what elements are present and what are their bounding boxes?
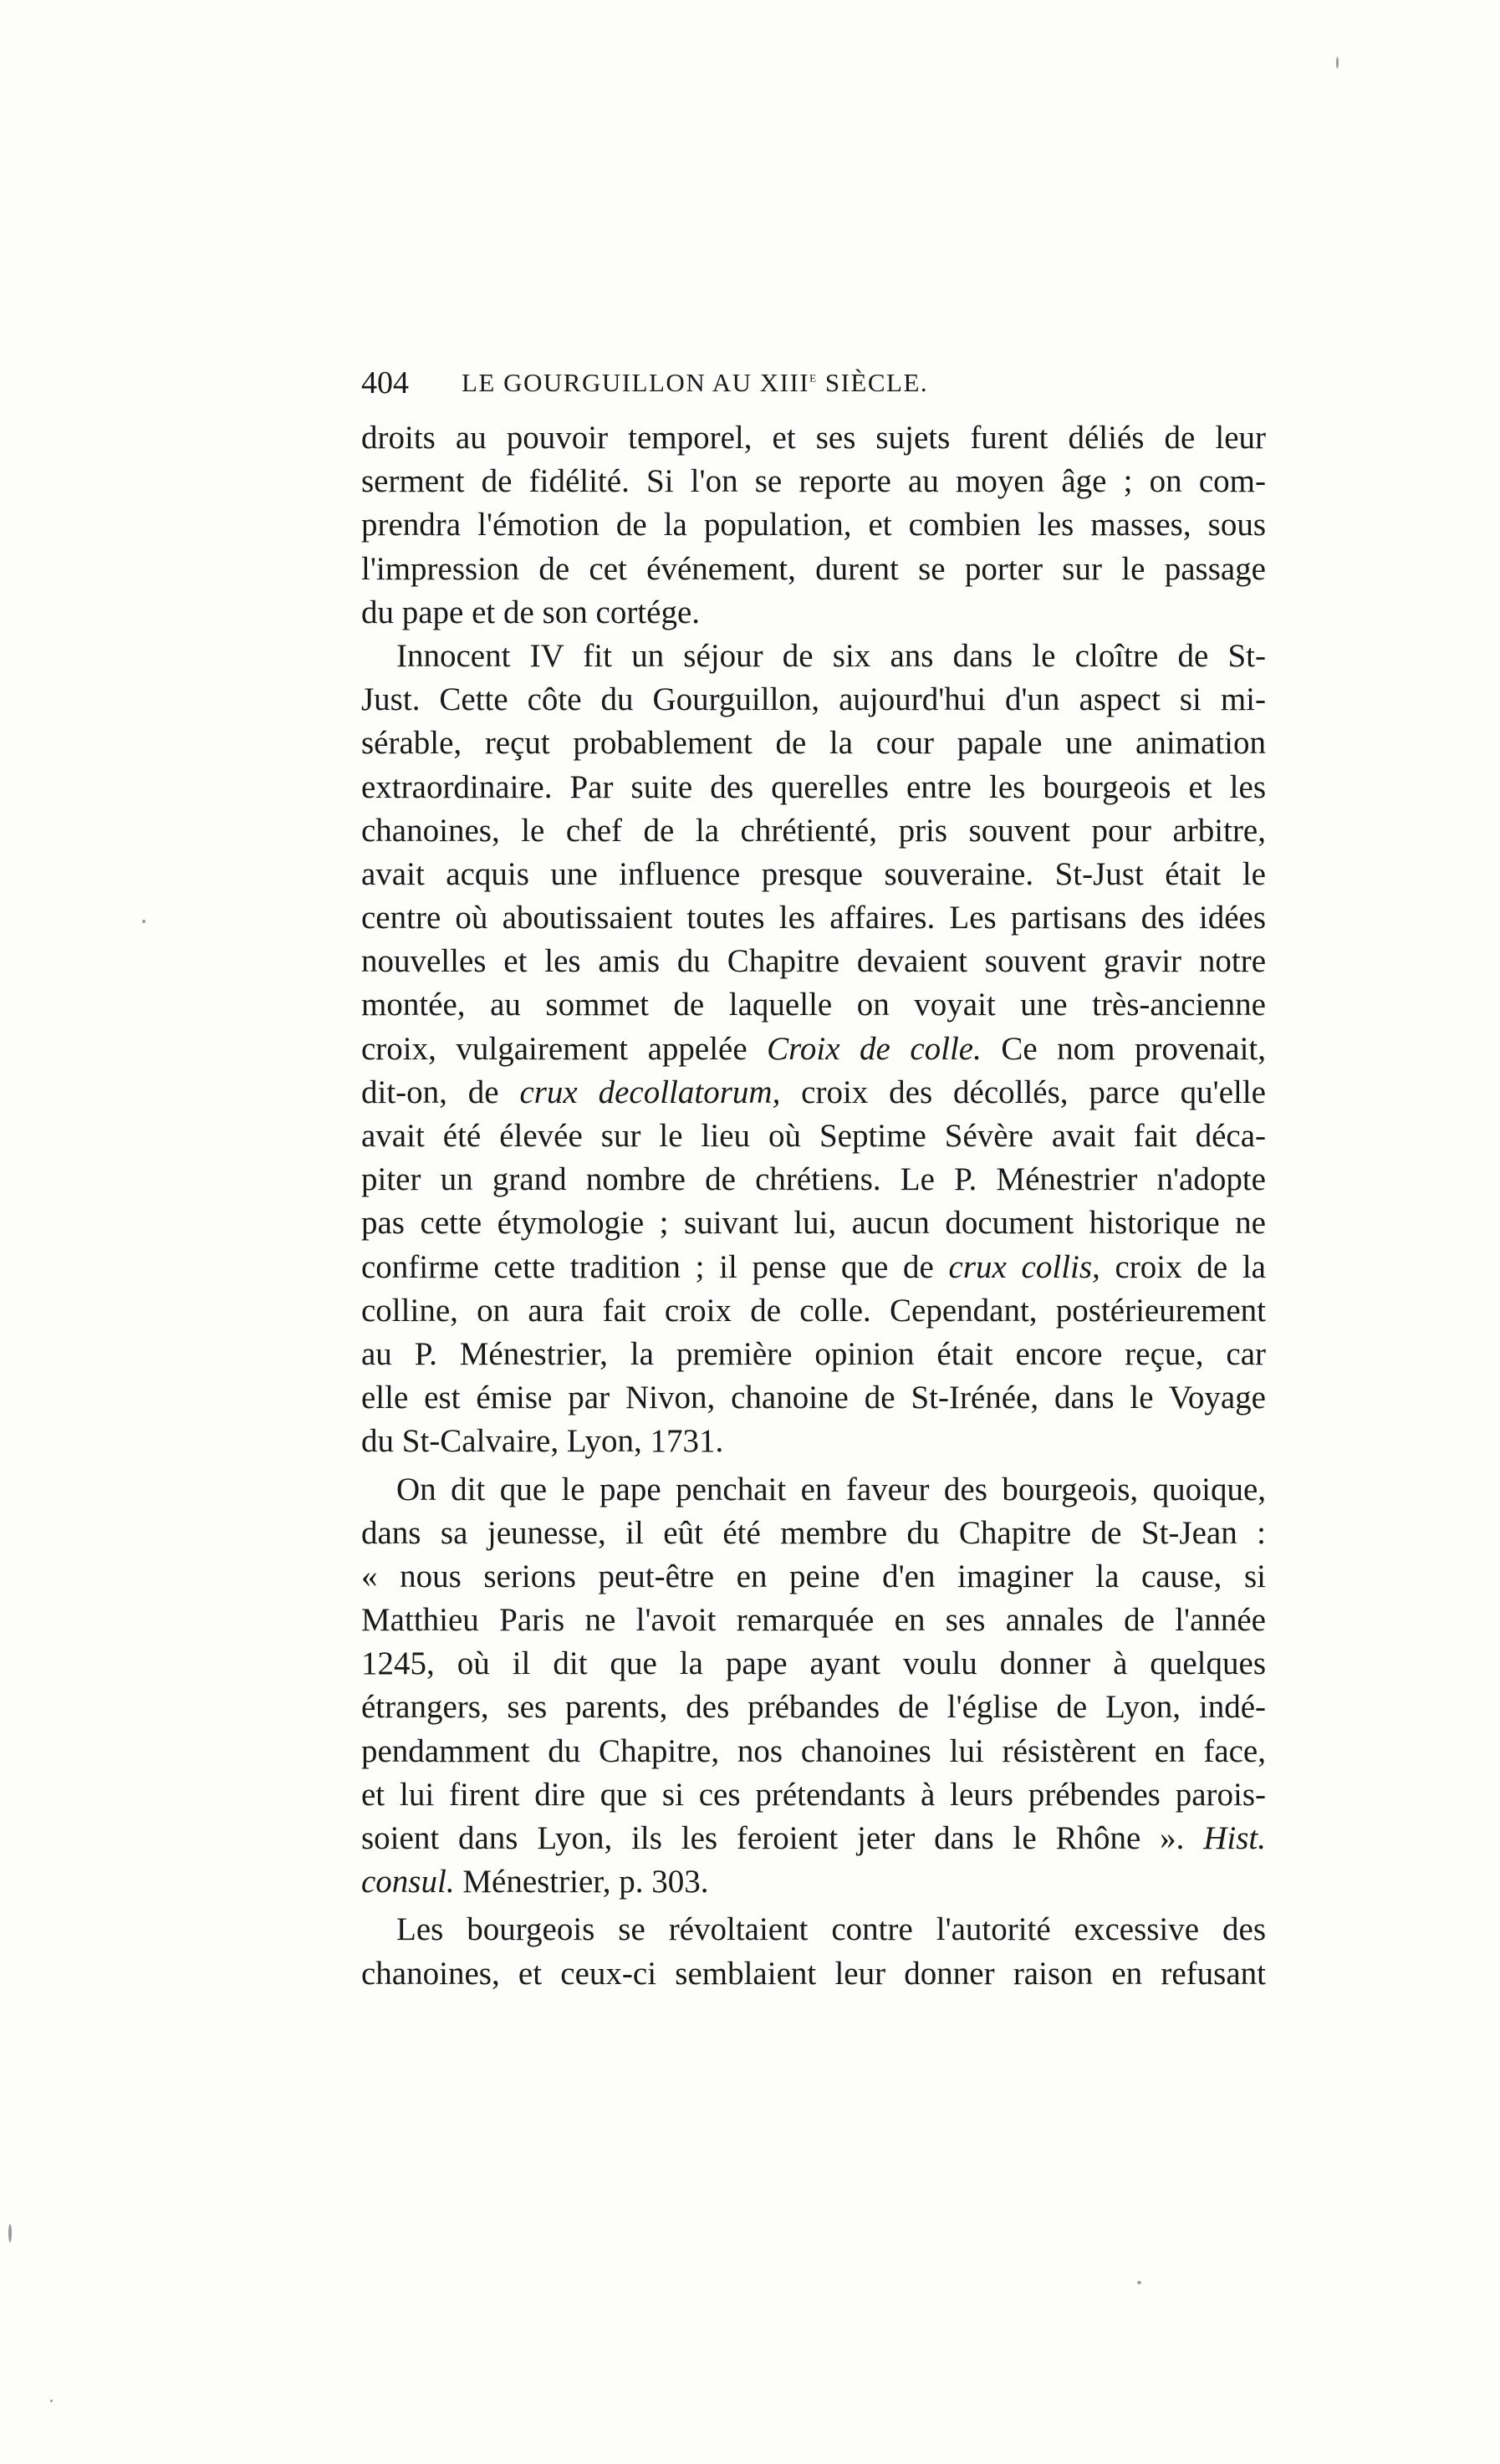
text-line: Innocent IV fit un séjour de six ans dans le cloître de St- [396,637,1266,674]
body-text [361,416,1266,1996]
text-line: du pape et de son cortége. [361,594,701,630]
text-line: On dit que le pape penchait en faveur des bourgeois, quoique, [396,1471,1266,1507]
running-title [462,358,928,408]
text-line: Les bourgeois se révoltaient contre l'autorité excessive des [396,1911,1266,1948]
text-line: l'impression de cet événement, durent se porter sur le passage [361,550,1266,587]
text-line: Just. Cette côte du Gourguillon, aujourd'hui d'un aspect si mi- [361,681,1266,718]
italic-phrase: Croix de colle. [767,1030,982,1067]
text-line [361,1071,1266,1115]
text-line: avait acquis une influence presque souveraine. St-Just était le [361,855,1266,892]
text-run: Ménestrier, p. 303. [454,1864,709,1900]
text-line: « nous serions peut-être en peine d'en imaginer la cause, si [361,1558,1266,1594]
scan-speck [8,2224,12,2242]
text-line: et lui firent dire que si ces prétendants à leurs prébendes parois- [361,1776,1266,1813]
text-line: du St-Calvaire, Lyon, 1731. [361,1423,724,1460]
text-line: 1245, où il dit que la pape ayant voulu donner à quelques [361,1645,1266,1682]
text-line [361,1028,1266,1071]
text-line [361,1817,1266,1860]
text-line: pendamment du Chapitre, nos chanoines lui résistèrent en face, [361,1732,1266,1769]
italic-phrase: crux collis, [948,1248,1100,1285]
text-run: Ce nom provenait, [981,1030,1267,1067]
text-line: chanoines, et ceux-ci semblaient leur donner raison en refusant [361,1955,1266,1992]
text-run: croix, vulgairement appelée [361,1030,768,1067]
text-line [361,1246,1266,1289]
text-line: prendra l'émotion de la population, et combien les masses, sous [361,507,1266,543]
text-line: serment de fidélité. Si l'on se reporte au moyen âge ; on com- [361,463,1266,500]
text-line: avait été élevée sur le lieu où Septime Sévère avait fait déca- [361,1118,1266,1154]
text-line: colline, on aura fait croix de colle. Cependant, postérieurement [361,1292,1266,1329]
text-line: elle est émise par Nivon, chanoine de St-Irénée, dans le Voyage [361,1380,1266,1416]
text-line: extraordinaire. Par suite des querelles entre les bourgeois et les [361,768,1266,805]
page-header [361,358,1266,408]
page-number: 404 [361,365,409,400]
text-run: dit-on, de [361,1074,520,1110]
text-line: pas cette étymologie ; suivant lui, aucun document historique ne [361,1205,1266,1242]
text-run: confirme cette tradition ; il pense que de [361,1248,949,1285]
text-line: droits au pouvoir temporel, et ses sujets furent déliés de leur [361,420,1266,456]
italic-phrase: consul. [361,1864,455,1900]
text-line: chanoines, le chef de la chrétienté, pris souvent pour arbitre, [361,812,1266,849]
scan-speck [1137,2281,1141,2284]
text-line: sérable, reçut probablement de la cour papale une animation [361,725,1266,762]
text-line: au P. Ménestrier, la première opinion était encore reçue, car [361,1335,1266,1372]
text-line: montée, au sommet de laquelle on voyait une très-ancienne [361,987,1266,1023]
text-line: Matthieu Paris ne l'avoit remarquée en ses annales de l'année [361,1602,1266,1639]
running-title-superscript: e [809,368,818,385]
scan-speck [142,920,145,923]
scan-speck [50,2400,53,2402]
text-line: piter un grand nombre de chrétiens. Le P. Ménestrier n'adopte [361,1161,1266,1198]
italic-phrase: Hist. [1203,1820,1266,1856]
running-title-main: LE GOURGUILLON AU XIII [462,368,810,397]
text-line: dans sa jeunesse, il eût été membre du Chapitre de St-Jean : [361,1514,1266,1551]
running-title-end: SIÈCLE. [817,368,929,397]
text-run: soient dans Lyon, ils les feroient jeter dans le Rhône ». [361,1820,1204,1856]
text-line: étrangers, ses parents, des prébandes de l'église de Lyon, indé- [361,1689,1266,1726]
text-line [361,1860,1266,1904]
text-run: croix de la [1099,1248,1266,1285]
italic-phrase: crux decollatorum, [519,1074,781,1110]
text-run: croix des décollés, parce qu'elle [780,1074,1266,1110]
scan-speck [1336,57,1339,69]
text-line: nouvelles et les amis du Chapitre devaient souvent gravir notre [361,943,1266,980]
text-line: centre où aboutissaient toutes les affaires. Les partisans des idées [361,900,1266,936]
